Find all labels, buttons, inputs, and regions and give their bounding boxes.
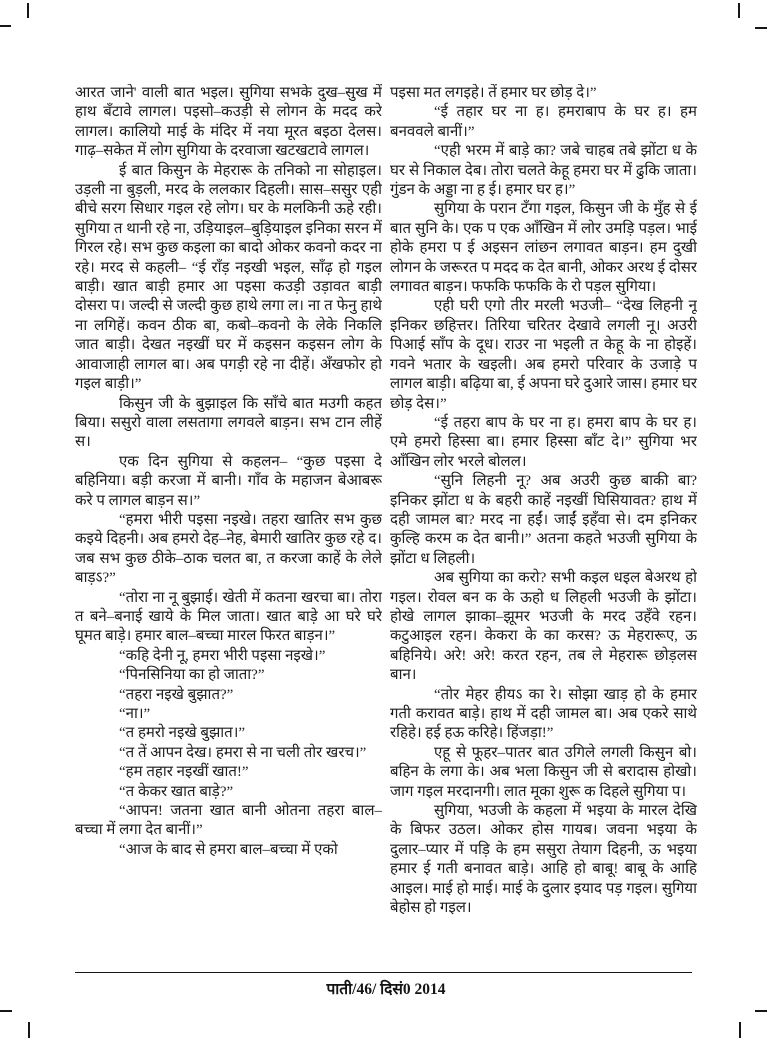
paragraph: “सुनि लिहनी नू? अब अउरी कुछ बाकी बा? इनिकर झोंटा ध के बहरी काहें नइखीं घिसियावत? हाथ में दही जामल बा? मरद ना हईं। जाईं इहँवा से। दम इनिकर कुल्हि करम क देत बानी।” अतना कहते भउजी सुगिया के झोंटा ध लिहली। — [390, 473, 697, 567]
paragraph: “एही भरम में बाड़े का? जबे चाहब तबे झोंटा ध के घर से निकाल देब। तोरा चलते केहू हमरा घर में ढुकि जाता। गुंडन के अड्डा ना ह ई। हमार घर ह।” — [390, 143, 697, 199]
crop-mark-top-left-vertical — [27, 3, 29, 18]
crop-mark-top-right-horizontal — [755, 27, 767, 29]
paragraph: “आज के बाद से हमरा बाल–बच्चा में एको — [119, 841, 338, 858]
paragraph: “ई तहार घर ना ह। हमराबाप के घर ह। हम बनववले बानीं।” — [390, 104, 697, 140]
paragraph: “ना।” — [119, 706, 151, 722]
paragraph: पइसा मत लगइहे। तें हमार घर छोड़ दे।” — [390, 85, 597, 101]
paragraph: “त तें आपन देख। हमरा से ना चली तोर खरच।” — [119, 744, 367, 761]
paragraph: सुगिया के परान टँगा गइल, किसुन जी के मुँह से ई बात सुनि के। एक प एक आँखिन में लोर उमड़ि पड़ल। भाई होके हमरा प ई अइसन लांछन लगावत बाड़न। हम दुखी लोगन के जरूरत प मदद क देत बानी, ओकर अरथ ई दोसर लगावत बाड़न। फफकि फफकि के रो पड़ल सुगिया। — [390, 201, 697, 296]
paragraph: “ई तहरा बाप के घर ना ह। हमरा बाप के घर ह। एमे हमरो हिस्सा बा। हमार हिस्सा बाँट दे।” सुगिया भर आँखिन लोर भरले बोलल। — [390, 414, 697, 470]
paragraph: एहू से फूहर–पातर बात उगिले लगली किसुन बो। बहिन के लगा के। अब भला किसुन जी से बरादास होखो। जाग गइल मरदानगी। लात मूका शुरू क दिहले सुगिया प। — [390, 744, 697, 800]
paragraph: “पिनसिनिया का हो जाता?” — [119, 667, 265, 684]
crop-mark-bottom-right-horizontal — [755, 1010, 767, 1012]
paragraph: एही घरी एगो तीर मरली भउजी– “देख लिहनी नू इनिकर छहित्तर। तिरिया चरितर देखावे लगली नू। अउरी पिआई साँप के दूध। राउर ना भइली त केहू के ना होइहें। गवने भतार के खइली। अब हमरो परिवार के उजाड़े प लागल बाड़ी। बढ़िया बा, ई अपना घरे दुआरे जास। हमार घर छोड़ देस।” — [390, 298, 697, 412]
paragraph: “आपन! जतना खात बानी ओतना तहरा बाल–बच्चा में लगा देत बानीं।” — [75, 803, 382, 839]
paragraph: अब सुगिया का करो? सभी कइल धइल बेअरथ हो गइल। रोवल बन क के ऊहो ध लिहली भउजी के झोंटा। होखे लागल झाका–झूमर भउजी के मरद उहँवे रहन। कटुआइल रहन। केकरा के का करस? ऊ मेहरारूए, ऊ बहिनिये। अरे! अरे! करत रहन, तब ले मेहरारू छोड़लस बान। — [390, 570, 697, 684]
paragraph: “तोर मेहर हीयऽ का रे। सोझा खाड़ हो के हमार गती करावत बाड़े। हाथ में दही जामल बा। अब एकरे साथे रहिहे। हई हऊ करिहे। हिंजड़ा!” — [390, 686, 697, 742]
text-column-left — [75, 84, 382, 968]
paragraph: ई बात किसुन के मेहरारू के तनिको ना सोहाइल। उड़ली ना बुड़ली, मरद के ललकार दिहली। सास–ससुर एही बीचे सरग सिधार गइल रहे लोग। घर के मलकिनी ऊहे रही। सुगिया त थानी रहे ना, उड़ियाइल–बुड़ियाइल इनिका सरन में गिरल रहे। सभ कुछ कइला का बादो ओकर कवनो कदर ना रहे। मरद से कहली– “ई राँड़ नइखी भइल, साँढ़ हो गइल बाड़ी। खात बाड़ी हमार आ पइसा कउड़ी उड़ावत बाड़ी दोसरा प। जल्दी से जल्दी कुछ हाथे लगा ल। ना त फेनु हाथे ना लगिहें। कवन ठीक बा, कबो–कवनो के लेके निकलि जात बाड़ी। देखत नइखीं घर में कइसन कइसन लोग के आवाजाही लागल बा। अब पगड़ी रहे ना दीहें। अँखफोर हो गइल बाड़ी।” — [75, 162, 382, 393]
paragraph: किसुन जी के बुझाइल कि साँचे बात मउगी कहत बिया। ससुरो वाला लसतागा लगवले बाड़न। सभ टान लीहें स। — [75, 395, 382, 451]
paragraph: “हमरा भीरी पइसा नइखे। तहरा खातिर सभ कुछ कइये दिहनी। अब हमरो देह–नेह, बेमारी खातिर कुछ रहे द। जब सभ कुछ ठीके–ठाक चलत बा, त करजा काहें के लेले बाड़ऽ?” — [75, 511, 382, 587]
crop-mark-bottom-left-vertical — [28, 1022, 30, 1038]
paragraph: “त केकर खात बाड़े?” — [119, 783, 234, 800]
crop-mark-top-right-vertical — [738, 3, 740, 18]
paragraph: “कहि देनी नू, हमरा भीरी पइसा नइखे।” — [119, 647, 326, 664]
crop-mark-top-left-horizontal — [0, 25, 11, 27]
text-area — [75, 84, 697, 968]
paragraph: आरत जाने' वाली बात भइल। सुगिया सभके दुख–सुख में हाथ बँटावे लागल। पइसो–कउड़ी से लोगन के मदद करे लागल। कालियो माई के मंदिर में नया मूरत बइठा देलस। गाढ़–सकेत में लोग सुगिया के दरवाजा खटखटावे लागल। — [75, 85, 382, 160]
paragraph: “हम तहार नइखीं खात!” — [119, 764, 249, 781]
paragraph: “तहरा नइखे बुझात?” — [119, 686, 234, 703]
paragraph: एक दिन सुगिया से कहलन– “कुछ पइसा दे बहिनिया। बड़ी करजा में बानी। गाँव के महाजन बेआबरू करे प लागल बाड़न स।” — [75, 453, 382, 509]
footer-divider — [75, 972, 692, 973]
crop-mark-bottom-left-horizontal — [0, 1010, 12, 1012]
crop-mark-bottom-right-vertical — [739, 1022, 741, 1038]
paragraph: सुगिया, भउजी के कहला में भइया के मारल देखि के बिफर उठल। ओकर होस गायब। जवना भइया के दुलार–प्यार में पड़ि के हम ससुरा तेयाग दिहनी, ऊ भइया हमार ई गती बनावत बाड़े। आहि हो बाबू! बाबू के आहि आइल। माई हो माई। माई के दुलार इयाद पड़ गइल। सुगिया बेहोस हो गइल। — [390, 803, 697, 917]
footer-page-label: पाती/46/ दिसं0 2014 — [326, 981, 446, 998]
text-column-right — [390, 84, 697, 968]
paragraph: “तोरा ना नू बुझाई। खेती में कतना खरचा बा। तोरा त बने–बनाई खाये के मिल जाता। खात बाड़े आ घरे घरे घूमत बाड़े। हमार बाल–बच्चा मारल फिरत बाड़न।” — [75, 589, 382, 645]
paragraph: “त हमरो नइखे बुझात।” — [119, 725, 246, 742]
